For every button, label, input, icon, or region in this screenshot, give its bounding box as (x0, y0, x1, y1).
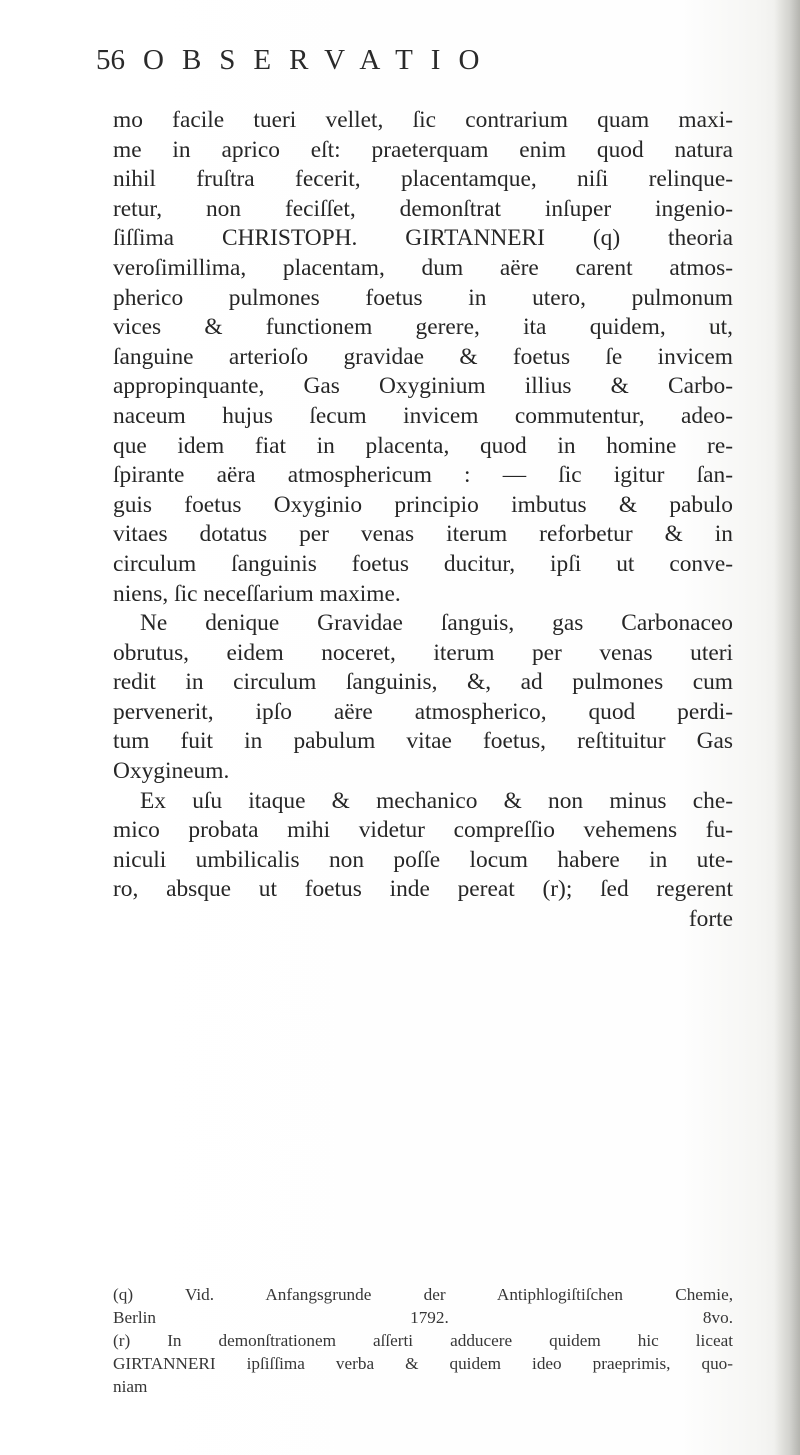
text-line: vitaes dotatus per venas iterum reforbetur & in (113, 521, 733, 548)
page-binding-shadow (774, 0, 800, 1455)
text-line: retur, non feciſſet, demonſtrat inſuper ingenio- (113, 195, 733, 222)
text-line: pervenerit, ipſo aëre atmospherico, quod perdi- (113, 698, 733, 725)
text-line: ſpirante aëra atmosphericum : — ſic igitur ſan- (113, 462, 733, 489)
footnote-line: (q) Vid. Anfangsgrunde der Antiphlogiſtiſchen Chemie, (113, 1285, 733, 1304)
footnote-catchword: niam (113, 1377, 148, 1396)
text-line: Oxygineum. (113, 758, 230, 785)
text-line: ſiſſima CHRISTOPH. GIRTANNERI (q) theoria (113, 225, 733, 252)
footnote-line: (r) In demonſtrationem aſſerti adducere quidem hic liceat (113, 1331, 733, 1350)
text-line: Ne denique Gravidae ſanguis, gas Carbonaceo (140, 610, 733, 637)
footnote-line: GIRTANNERI ipſiſſima verba & quidem ideo praeprimis, quo- (113, 1354, 733, 1373)
text-line: veroſimillima, placentam, dum aëre carent atmos- (113, 254, 733, 281)
text-line: ſanguine arterioſo gravidae & foetus ſe invicem (113, 343, 733, 370)
text-line: appropinquante, Gas Oxyginium illius & Carbo- (113, 373, 733, 400)
text-line: niculi umbilicalis non poſſe locum habere in ute- (113, 846, 733, 873)
text-line: mo facile tueri vellet, ſic contrarium quam maxi- (113, 107, 733, 133)
page-number: 56 (96, 44, 125, 76)
text-line: circulum ſanguinis foetus ducitur, ipſi ut conve- (113, 550, 733, 577)
text-line: tum fuit in pabulum vitae foetus, reſtituitur Gas (113, 728, 733, 755)
text-line: que idem fiat in placenta, quod in homine re- (113, 432, 733, 459)
text-line: vices & functionem gerere, ita quidem, ut, (113, 314, 733, 341)
text-line: niens, ſic neceſſarium maxime. (113, 580, 401, 607)
text-line: redit in circulum ſanguinis, &, ad pulmones cum (113, 669, 733, 696)
catchword: forte (688, 906, 733, 933)
text-line: naceum hujus ſecum invicem commutentur, adeo- (113, 402, 733, 429)
text-line: me in aprico eſt: praeterquam enim quod natura (113, 136, 733, 163)
footnotes-block (113, 1283, 733, 1398)
text-line: Ex uſu itaque & mechanico & non minus che- (140, 787, 733, 814)
text-line: ro, absque ut foetus inde pereat (r); ſed regerent (113, 876, 733, 903)
main-text-block (113, 106, 733, 935)
text-line: obrutus, eidem noceret, iterum per venas uteri (113, 639, 733, 666)
text-line: pherico pulmones foetus in utero, pulmonum (113, 284, 733, 311)
text-line: guis foetus Oxyginio principio imbutus & pabulo (113, 491, 733, 518)
text-line: nihil fruſtra fecerit, placentamque, niſi relinque- (113, 166, 733, 193)
text-line: mico probata mihi videtur compreſſio vehemens fu- (113, 817, 733, 844)
running-title: OBSERVATIO (143, 44, 498, 76)
footnote-line: Berlin 1792. 8vo. (113, 1308, 733, 1327)
page-header (96, 44, 736, 84)
